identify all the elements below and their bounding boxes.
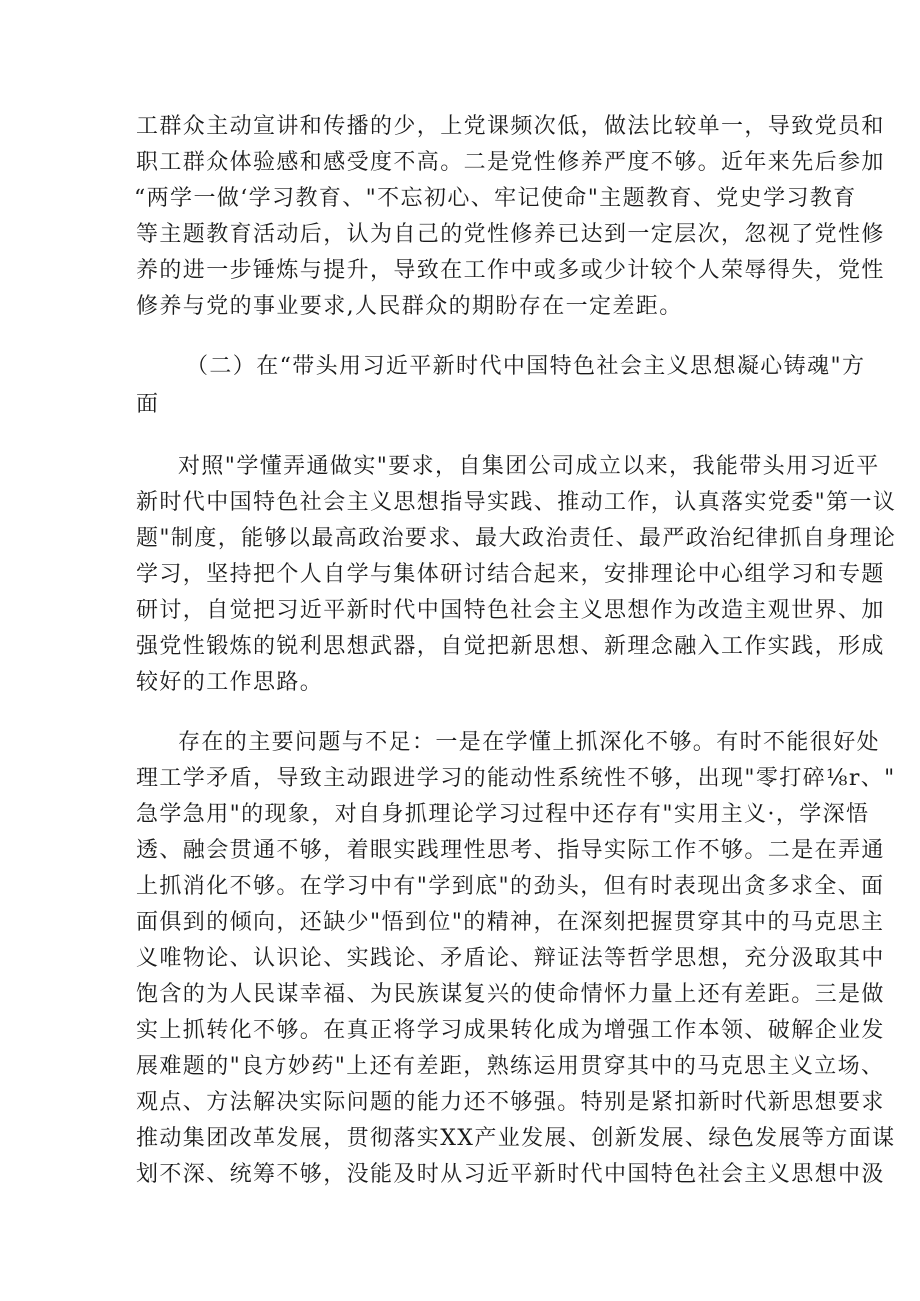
paragraph-1-line-4: 等主题教育活动后，认为自己的党性修养已达到一定层次，忽视了党性修 — [136, 222, 885, 247]
paragraph-3-line-12: 推动集团改革发展，贯彻落实XX产业发展、创新发展、绿色发展等方面谋 — [136, 1126, 896, 1151]
paragraph-3-line-13: 划不深、统筹不够，没能及时从习近平新时代中国特色社会主义思想中汲 — [136, 1162, 885, 1187]
paragraph-1-line-3: “两学一做‘学习教育、"不忘初心、牢记使命"主题教育、党史学习教育 — [134, 186, 857, 211]
paragraph-2-line-6: 强党性锻炼的锐利思想武器，自觉把新思想、新理念融入工作实践，形成 — [136, 634, 885, 659]
paragraph-3-line-11: 观点、方法解决实际问题的能力还不够强。特别是紧扣新时代新思想要求 — [136, 1090, 885, 1115]
section-heading-2-line-1: （二）在“带头用习近平新时代中国特色社会主义思想凝心铸魂"方 — [186, 354, 866, 379]
paragraph-3-line-9: 实上抓转化不够。在真正将学习成果转化成为增强工作本领、破解企业发 — [136, 1018, 885, 1043]
paragraph-3-line-4: 透、融会贯通不够，着眼实践理性思考、指导实际工作不够。二是在弄通 — [136, 838, 885, 863]
paragraph-3-line-8: 饱含的为人民谋幸福、为民族谋复兴的使命情怀力量上还有差距。三是做 — [136, 982, 885, 1007]
paragraph-3-line-3: 急学急用"的现象，对自身抓理论学习过程中还存有"实用主义·，学深悟 — [136, 802, 870, 827]
paragraph-1-line-2: 职工群众体验感和感受度不高。二是党性修养严度不够。近年来先后参加 — [136, 150, 885, 175]
paragraph-3-line-7: 义唯物论、认识论、实践论、矛盾论、辩证法等哲学思想，充分汲取其中 — [136, 946, 885, 971]
paragraph-2-line-3: 题"制度，能够以最高政治要求、最大政治责任、最严政治纪律抓自身理论 — [136, 526, 897, 551]
paragraph-2-line-5: 研讨，自觉把习近平新时代中国特色社会主义思想作为改造主观世界、加 — [136, 598, 885, 623]
paragraph-2-line-2: 新时代中国特色社会主义思想指导实践、推动工作，认真落实党委"第一议 — [136, 490, 897, 515]
paragraph-2-line-4: 学习，坚持把个人自学与集体研讨结合起来，安排理论中心组学习和专题 — [136, 562, 885, 587]
paragraph-2-line-1: 对照"学懂弄通做实"要求，自集团公司成立以来，我能带头用习近平 — [178, 454, 880, 479]
paragraph-1-line-1: 工群众主动宣讲和传播的少，上党课频次低，做法比较单一，导致党员和 — [136, 114, 885, 139]
paragraph-3-line-5: 上抓消化不够。在学习中有"学到底"的劲头，但有时表现出贪多求全、面 — [136, 874, 885, 899]
paragraph-3-line-6: 面俱到的倾向，还缺少"悟到位"的精神，在深刻把握贯穿其中的马克思主 — [136, 910, 885, 935]
paragraph-1-line-6: 修养与党的事业要求,人民群众的期盼存在一定差距。 — [136, 294, 683, 319]
paragraph-3-line-1: 存在的主要问题与不足：一是在学懂上抓深化不够。有时不能很好处 — [178, 730, 881, 755]
paragraph-3-line-2: 理工学矛盾，导致主动跟进学习的能动性系统性不够，出现"零打碎⅛r、" — [136, 766, 896, 791]
paragraph-1-line-5: 养的进一步锤炼与提升，导致在工作中或多或少计较个人荣辱得失，党性 — [136, 258, 885, 283]
paragraph-2-line-7: 较好的工作思路。 — [136, 670, 324, 695]
section-heading-2-line-2: 面 — [136, 392, 160, 417]
paragraph-3-line-10: 展难题的"良方妙药"上还有差距，熟练运用贯穿其中的马克思主义立场、 — [136, 1054, 885, 1079]
